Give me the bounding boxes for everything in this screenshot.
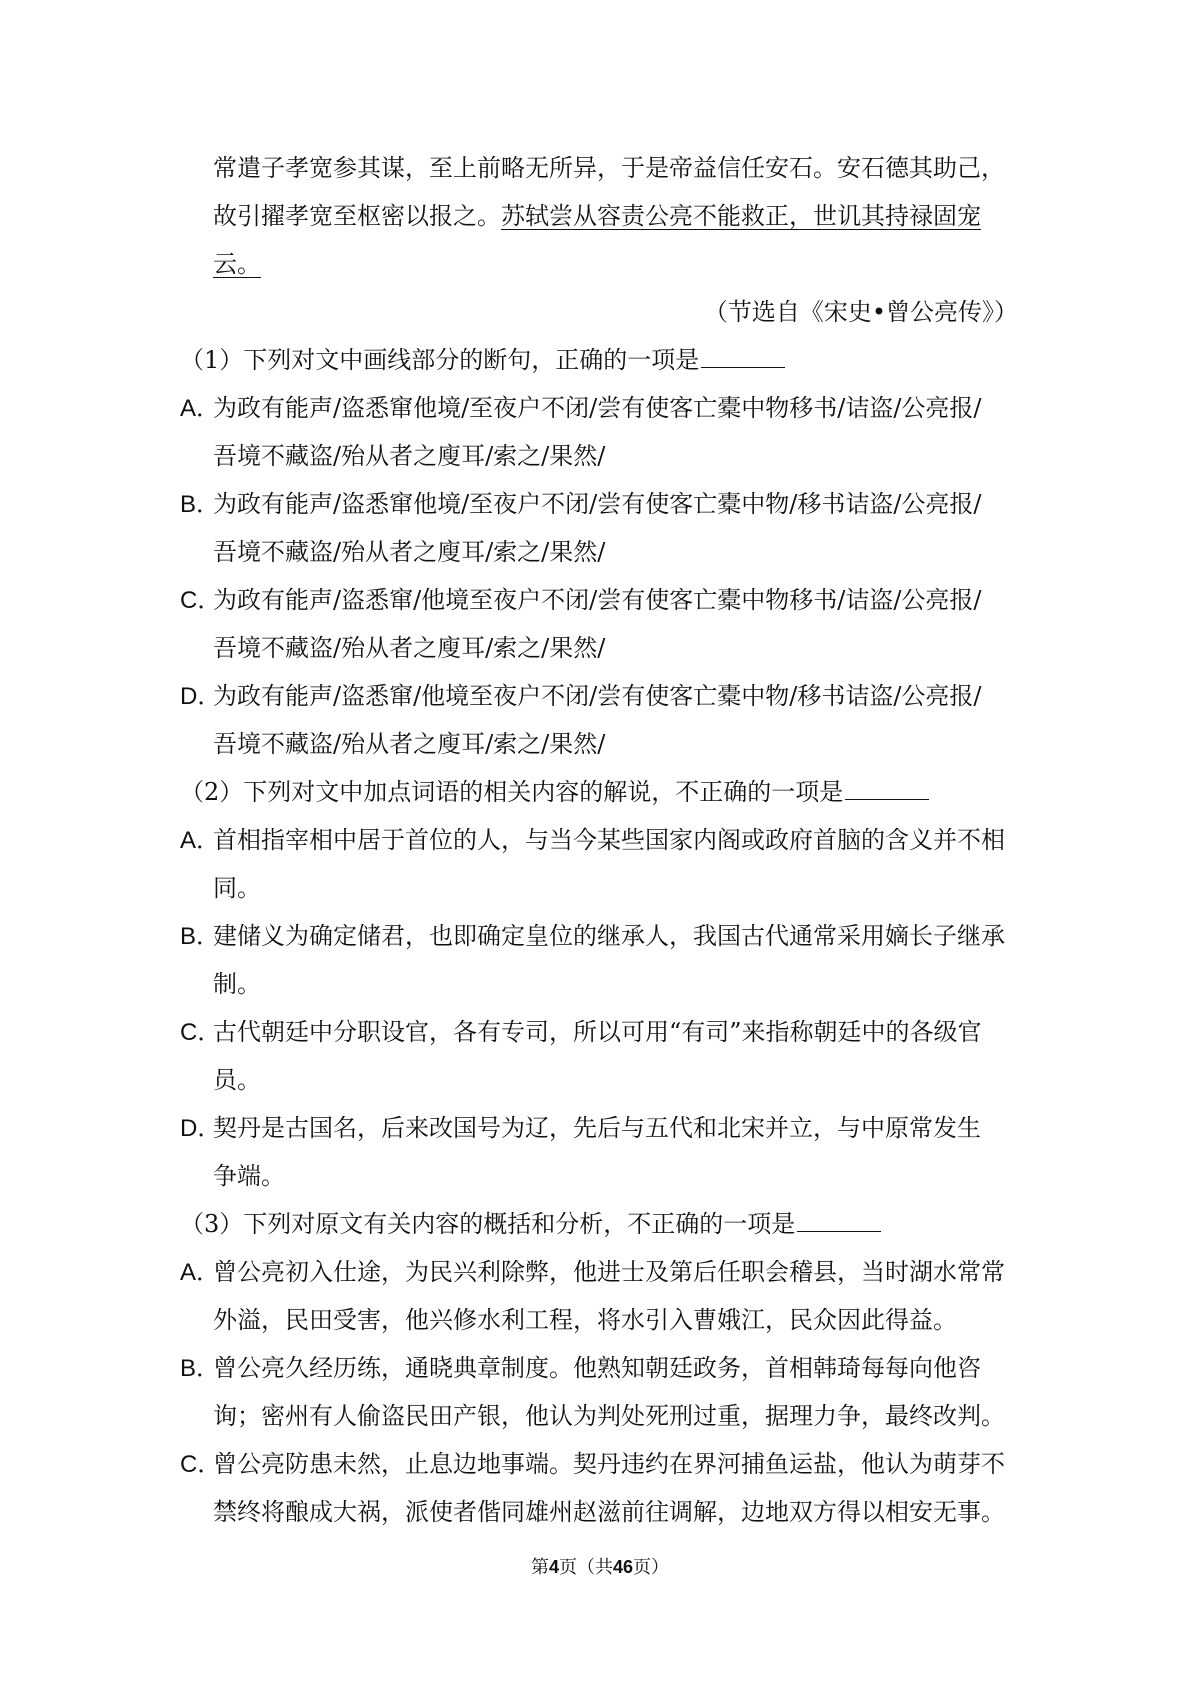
q2-option-c [180, 1014, 982, 1051]
option-text: 曾公亮防患未然，止息边地事端。契丹违约在界河捕鱼运盐，他认为萌芽不 [213, 1450, 1005, 1478]
total-pages: 46 [612, 1557, 634, 1577]
option-letter: A． [180, 827, 221, 854]
q2-option-d [180, 1110, 981, 1147]
q1-option-c-cont: 吾境不藏盗/殆从者之廋耳/索之/果然/ [213, 634, 606, 662]
passage-line-3 [213, 246, 261, 282]
option-letter: C． [180, 1019, 222, 1046]
q3-option-b-cont: 询；密州有人偷盗民田产银，他认为判处死刑过重，据理力争，最终改判。 [213, 1402, 1005, 1430]
q2-option-a [180, 822, 1005, 859]
option-letter: A． [180, 1259, 221, 1286]
q1-option-c [180, 582, 982, 619]
option-text: 为政有能声/盗悉窜/他境至夜户不闭/尝有使客亡橐中物移书/诘盗/公亮报/ [213, 586, 982, 614]
option-letter: B． [180, 1355, 221, 1382]
option-text: 为政有能声/盗悉窜他境/至夜户不闭/尝有使客亡橐中物移书/诘盗/公亮报/ [213, 394, 982, 422]
option-text: 曾公亮久经历练，通晓典章制度。他熟知朝廷政务，首相韩琦每每向他咨 [213, 1354, 981, 1382]
answer-blank [701, 343, 785, 368]
question-2-text: （2）下列对文中加点词语的相关内容的解说，不正确的一项是 [180, 778, 844, 806]
question-3-stem [180, 1206, 881, 1242]
q3-option-c [180, 1446, 1005, 1483]
option-text: 建储义为确定储君，也即确定皇位的继承人，我国古代通常采用嫡长子继承 [213, 922, 1005, 950]
q3-option-a-cont: 外溢，民田受害，他兴修水利工程，将水引入曹娥江，民众因此得益。 [213, 1306, 957, 1334]
option-text: 为政有能声/盗悉窜他境/至夜户不闭/尝有使客亡橐中物/移书诘盗/公亮报/ [213, 490, 982, 518]
q1-option-d [180, 678, 982, 715]
underlined-sentence: 苏轼尝从容责公亮不能救正，世讥其持禄固宠 [501, 202, 981, 230]
option-letter: B． [180, 923, 221, 950]
passage-text: 故引擢孝宽至枢密以报之。 [213, 202, 501, 230]
option-text: 契丹是古国名，后来改国号为辽，先后与五代和北宋并立，与中原常发生 [213, 1114, 981, 1142]
q1-option-a [180, 390, 982, 427]
option-text: 为政有能声/盗悉窜/他境至夜户不闭/尝有使客亡橐中物/移书诘盗/公亮报/ [213, 682, 982, 710]
option-letter: B． [180, 491, 221, 518]
passage-line-1: 常遣子孝宽参其谋，至上前略无所异，于是帝益信任安石。安石德其助己， [213, 154, 1005, 182]
option-letter: C． [180, 1451, 222, 1478]
q3-option-b [180, 1350, 981, 1387]
question-2-stem [180, 774, 929, 810]
question-1-stem [180, 342, 785, 378]
q2-option-d-cont: 争端。 [213, 1162, 285, 1190]
q2-option-a-cont: 同。 [213, 874, 261, 902]
question-1-text: （1）下列对文中画线部分的断句，正确的一项是 [180, 346, 700, 374]
underlined-sentence-end: 云。 [213, 250, 261, 278]
q2-option-c-cont: 员。 [213, 1066, 261, 1094]
q1-option-b [180, 486, 982, 523]
footer-middle: 页（共 [558, 1557, 613, 1578]
q1-option-a-cont: 吾境不藏盗/殆从者之廋耳/索之/果然/ [213, 442, 606, 470]
q1-option-b-cont: 吾境不藏盗/殆从者之廋耳/索之/果然/ [213, 538, 606, 566]
q2-option-b-cont: 制。 [213, 970, 261, 998]
footer-suffix: 页） [633, 1557, 670, 1578]
option-text: 曾公亮初入仕途，为民兴利除弊，他进士及第后任职会稽县，当时湖水常常 [213, 1258, 1005, 1286]
answer-blank [797, 1207, 881, 1232]
q1-option-d-cont: 吾境不藏盗/殆从者之廋耳/索之/果然/ [213, 730, 606, 758]
option-letter: D． [180, 1115, 222, 1142]
q2-option-b [180, 918, 1005, 955]
passage-line-2 [213, 198, 981, 234]
question-3-text: （3）下列对原文有关内容的概括和分析，不正确的一项是 [180, 1210, 796, 1238]
option-text: 古代朝廷中分职设官，各有专司，所以可用“有司”来指称朝廷中的各级官 [213, 1018, 982, 1046]
q3-option-c-cont: 禁终将酿成大祸，派使者偕同雄州赵滋前往调解，边地双方得以相安无事。 [213, 1498, 1005, 1526]
page-number: 4 [548, 1557, 559, 1577]
passage-source: （节选自《宋史•曾公亮传》） [703, 298, 1018, 326]
page-footer [0, 1555, 1200, 1580]
answer-blank [845, 775, 929, 800]
option-text: 首相指宰相中居于首位的人，与当今某些国家内阁或政府首脑的含义并不相 [213, 826, 1005, 854]
option-letter: C． [180, 587, 222, 614]
option-letter: A． [180, 395, 221, 422]
footer-prefix: 第 [530, 1557, 549, 1578]
q3-option-a [180, 1254, 1005, 1291]
option-letter: D． [180, 683, 222, 710]
